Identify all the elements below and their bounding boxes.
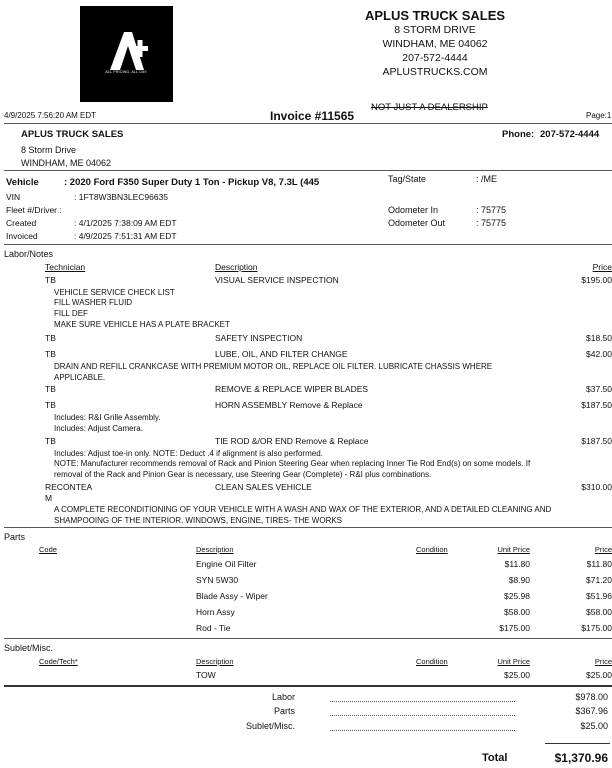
odometer-in-label: Odometer In [388, 205, 439, 215]
vin-value: : 1FT8W3BN3LEC96635 [74, 192, 169, 202]
parts-col-price: Price [594, 545, 612, 554]
labor-row-price: $187.50 [581, 436, 612, 446]
labor-row-description: CLEAN SALES VEHICLE [215, 482, 312, 492]
bill-to-line1: 8 Storm Drive [21, 145, 77, 155]
labor-note-line: FILL DEF [54, 309, 88, 318]
sublet-col-description: Description [196, 657, 234, 666]
odometer-out-value: : 75775 [476, 218, 507, 228]
labor-row-price: $310.00 [581, 482, 612, 492]
company-website[interactable]: APLUSTRUCKS.COM [382, 66, 488, 78]
divider [4, 527, 612, 528]
labor-row-tech: TB [45, 349, 56, 359]
labor-row-price: $195.00 [581, 275, 612, 285]
sublet-col-condition: Condition [416, 657, 448, 666]
labor-row-tech: TB [45, 384, 56, 394]
total-sublet-label: Sublet/Misc. [245, 721, 295, 731]
sublet-col-price: Price [594, 657, 612, 666]
parts-row-price: $71.20 [586, 575, 612, 585]
labor-section-title: Labor/Notes [4, 249, 54, 259]
parts-row-description: Blade Assy - Wiper [196, 591, 268, 601]
sublet-row-unit-price: $25.00 [504, 670, 530, 680]
parts-section-title: Parts [4, 532, 26, 542]
parts-col-unit-price: Unit Price [497, 545, 530, 554]
sublet-row-description: TOW [196, 670, 216, 680]
bill-to-name: APLUS TRUCK SALES [21, 129, 124, 140]
leader-dots [330, 730, 515, 731]
sublet-section-title: Sublet/Misc. [4, 643, 54, 653]
phone-label: Phone: [502, 129, 535, 140]
labor-note-block: DRAIN AND REFILL CRANKCASE WITH PREMIUM MOTOR OIL, REPLACE OIL FILTER. LUBRICATE CHASSIS WHERE APPLICABLE. [54, 362, 493, 382]
leader-dots [330, 715, 515, 716]
labor-row-description: VISUAL SERVICE INSPECTION [215, 275, 339, 285]
company-tagline: NOT JUST A DEALERSHIP [371, 102, 488, 113]
tag-value: : /ME [476, 174, 498, 184]
labor-row-tech-cont: M [45, 493, 53, 503]
total-labor-value: $978.00 [575, 692, 608, 702]
labor-note-line: Includes: R&I Grille Assembly. [54, 413, 161, 422]
parts-col-code: Code [39, 545, 57, 554]
odometer-out-label: Odometer Out [388, 218, 446, 228]
labor-note-block: NOTE: Manufacturer recommends removal of Rack and Pinion Steering Gear when replacing Inner Tie Rod End(s) on some models. If removal of the Rack and Pinion Gear is necessary, use Steering Gear (Complete) - R&I plus combinations. [54, 459, 531, 479]
grand-total-label: Total [482, 752, 508, 764]
parts-row-unit-price: $8.90 [508, 575, 530, 585]
labor-row-tech: TB [45, 400, 56, 410]
divider [4, 170, 612, 171]
parts-row-price: $11.80 [586, 559, 612, 569]
leader-dots [330, 701, 515, 702]
total-sublet-value: $25.00 [580, 721, 608, 731]
page-number: Page:1 [586, 111, 612, 120]
parts-row-unit-price: $175.00 [499, 623, 530, 633]
company-city: WINDHAM, ME 04062 [382, 38, 488, 50]
invoice-title: Invoice #11565 [270, 109, 355, 123]
labor-col-description: Description [215, 262, 258, 272]
parts-row-description: Rod - Tie [196, 623, 231, 633]
created-label: Created [6, 218, 37, 228]
bill-to-phone: 207-572-4444 [540, 129, 600, 140]
parts-row-unit-price: $25.98 [504, 591, 530, 601]
labor-row-tech: RECONTEA [45, 482, 93, 492]
labor-row-price: $187.50 [581, 400, 612, 410]
parts-col-condition: Condition [416, 545, 448, 554]
fleet-label: Fleet #/Driver : [6, 205, 62, 215]
printed-date: 4/9/2025 7:56:20 AM EDT [4, 111, 97, 120]
labor-row-tech: TB [45, 436, 56, 446]
labor-row-description: SAFETY INSPECTION [215, 333, 303, 343]
parts-row-description: Engine Oil Filter [196, 559, 257, 569]
labor-row-description: LUBE, OIL, AND FILTER CHANGE [215, 349, 348, 359]
labor-col-price: Price [592, 262, 612, 272]
company-address: 8 STORM DRIVE [394, 24, 476, 36]
total-parts-value: $367.96 [575, 706, 608, 716]
divider [4, 685, 612, 687]
odometer-in-value: : 75775 [476, 205, 507, 215]
labor-row-description: REMOVE & REPLACE WIPER BLADES [215, 384, 369, 394]
invoiced-label: Invoiced [6, 231, 38, 241]
labor-row-tech: TB [45, 333, 56, 343]
labor-row-tech: TB [45, 275, 56, 285]
parts-row-description: Horn Assy [196, 607, 235, 617]
vin-label: VIN [6, 192, 21, 202]
divider [4, 638, 612, 639]
invoiced-value: : 4/9/2025 7:51:31 AM EDT [74, 231, 177, 241]
divider [4, 123, 612, 124]
labor-row-price: $37.50 [586, 384, 612, 394]
logo-tagline: ALL PRICING. ALL DAY. [105, 70, 148, 74]
parts-row-price: $175.00 [581, 623, 612, 633]
parts-row-unit-price: $58.00 [504, 607, 530, 617]
company-logo [80, 6, 173, 102]
total-parts-label: Parts [273, 706, 295, 716]
parts-col-description: Description [196, 545, 234, 554]
labor-row-price: $18.50 [586, 333, 612, 343]
sublet-col-code: Code/Tech* [39, 657, 78, 666]
tag-label: Tag/State [388, 174, 427, 184]
bill-to-line2: WINDHAM, ME 04062 [21, 158, 112, 168]
labor-note-line: VEHICLE SERVICE CHECK LIST [54, 288, 175, 297]
grand-total-value: $1,370.96 [554, 751, 608, 765]
total-rule [545, 743, 610, 744]
divider [4, 244, 612, 245]
created-value: : 4/1/2025 7:38:09 AM EDT [74, 218, 177, 228]
labor-row-price: $42.00 [586, 349, 612, 359]
company-name: APLUS TRUCK SALES [364, 8, 506, 23]
total-labor-label: Labor [271, 692, 295, 702]
parts-row-unit-price: $11.80 [504, 559, 530, 569]
company-phone: 207-572-4444 [402, 52, 468, 64]
labor-note-line: Includes: Adjust toe-in only. NOTE: Deduct .4 if alignment is also performed. [54, 449, 323, 458]
vehicle-value: : 2020 Ford F350 Super Duty 1 Ton - Pickup V8, 7.3L (445 [64, 177, 320, 188]
parts-row-price: $51.96 [586, 591, 612, 601]
parts-row-description: SYN 5W30 [196, 575, 239, 585]
aplus-logo-icon [80, 6, 173, 102]
labor-note-block: A COMPLETE RECONDITIONING OF YOUR VEHICLE WITH A WASH AND WAX OF THE EXTERIOR, AND A DETAILED CLEANING AND SHAMPOOING OF THE INTERIOR. WINDOWS, ENGINE, TIRES- THE WORKS [54, 505, 552, 525]
vehicle-label: Vehicle [6, 177, 39, 188]
parts-row-price: $58.00 [586, 607, 612, 617]
labor-col-technician: Technician [45, 262, 86, 272]
sublet-row-price: $25.00 [586, 670, 612, 680]
sublet-col-unit-price: Unit Price [497, 657, 530, 666]
labor-row-description: HORN ASSEMBLY Remove & Replace [215, 400, 363, 410]
labor-row-description: TIE ROD &/OR END Remove & Replace [215, 436, 369, 446]
labor-note-line: MAKE SURE VEHICLE HAS A PLATE BRACKET [54, 320, 230, 329]
labor-note-line: FILL WASHER FLUID [54, 298, 133, 307]
labor-note-line: Includes: Adjust Camera. [54, 424, 143, 433]
